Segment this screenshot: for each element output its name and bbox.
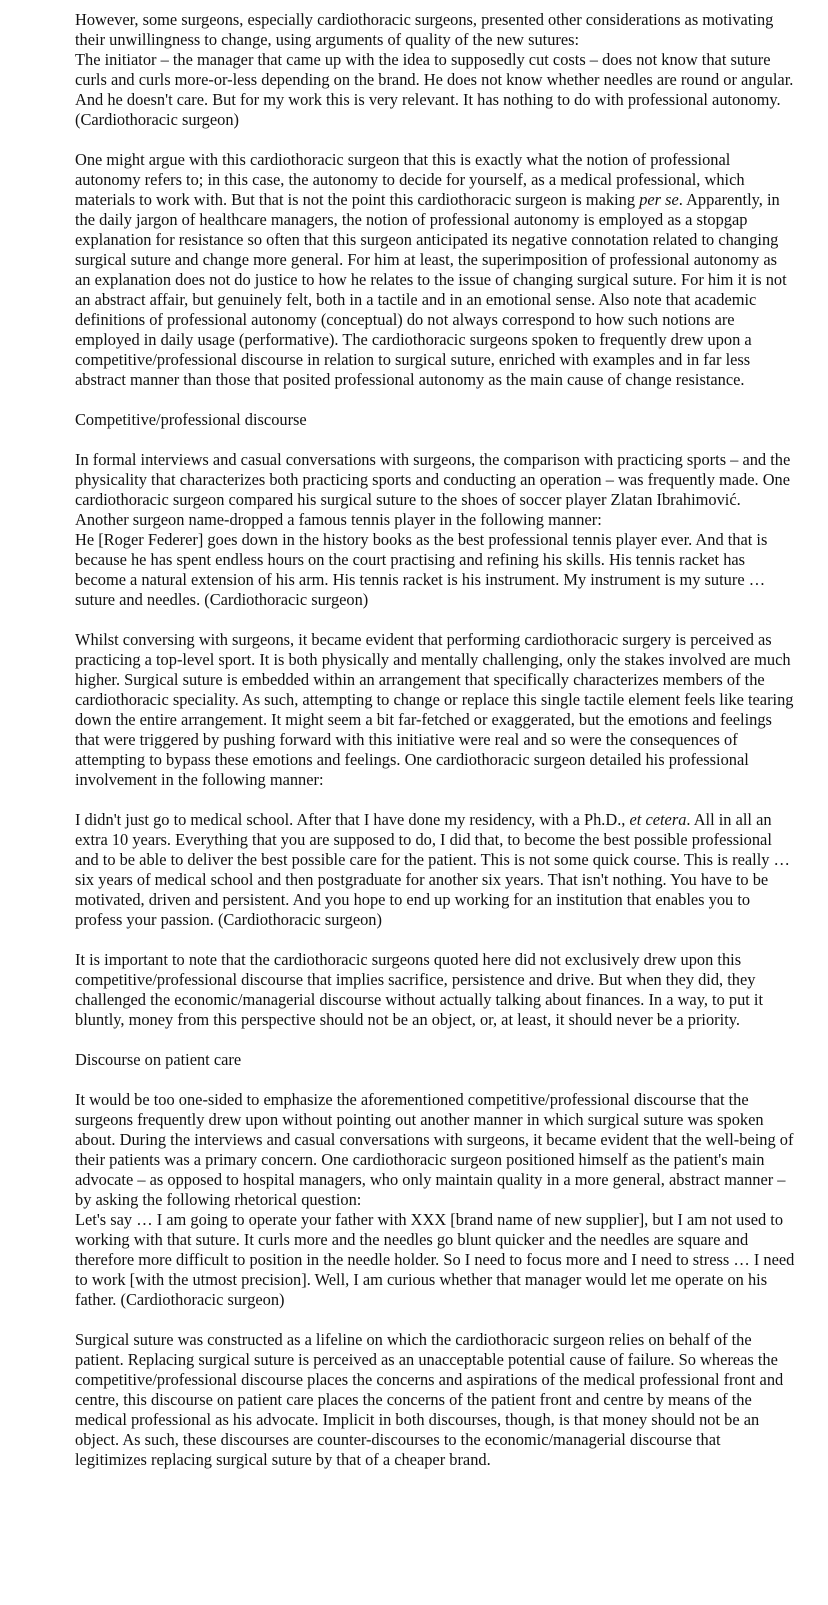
paragraph-top-level-sport: Whilst conversing with surgeons, it became evident that performing cardiothoracic surgery is perceived as practicing a top-level sport. It is both physically and mentally challenging, only the stakes involved are much higher. Surgical suture is embedded within an arrangement that specifically characterizes members of the cardiothoracic speciality. As such, attempting to change or replace this single tactile element feels like tearing down the entire arrangement. It might seem a bit far-fetched or exaggerated, but the emotions and feelings that were triggered by pushing forward with this initiative were real and so were the consequences of attempting to bypass these emotions and feelings. One cardiothoracic surgeon detailed his professional involvement in the following manner:: [75, 630, 794, 789]
paragraph-patient-concern: It would be too one-sided to emphasize the aforementioned competitive/professional discourse that the surgeons frequently drew upon without pointing out another manner in which surgical suture was spoken about. During the interviews and casual conversations with surgeons, it became evident that the well-being of their patients was a primary concern. One cardiothoracic surgeon positioned himself as the patient's main advocate – as opposed to hospital managers, who only maintain quality in a more general, abstract manner – by asking the following rhetorical question:: [75, 1090, 794, 1209]
quote-medical-school: [75, 810, 795, 930]
quote-federer: He [Roger Federer] goes down in the history books as the best professional tennis player ever. And that is because he has spent endless hours on the court practising and refining his skills. His tennis racket has become a natural extension of his arm. His tennis racket is his instrument. My instrument is my suture … suture and needles. (Cardiothoracic surgeon): [75, 530, 768, 609]
emphasis-et-cetera: et cetera: [629, 810, 687, 829]
paragraph-finances: It is important to note that the cardiothoracic surgeons quoted here did not exclusively drew upon this competitive/professional discourse that implies sacrifice, persistence and drive. But when they did, they challenged the economic/managerial discourse without actually talking about finances. In a way, to put it bluntly, money from this perspective should not be an object, or, at least, it should never be a priority.: [75, 950, 764, 1029]
section-heading-patient-care: Discourse on patient care: [75, 1050, 242, 1069]
quote-initiator: The initiator – the manager that came up with the idea to supposedly cut costs – does not know that suture curls and curls more-or-less depending on the brand. He does not know whether needles are round or angular. And he doesn't care. But for my work this is very relevant. It has nothing to do with professional autonomy. (Cardiothoracic surgeon): [75, 50, 794, 129]
quote-father: Let's say … I am going to operate your father with XXX [brand name of new supplier], but I am not used to working with that suture. It curls more and the needles go blunt quicker and the needles are square and therefore more difficult to position in the needle holder. So I need to focus more and I need to stress … I need to work [with the utmost precision]. Well, I am curious whether that manager would let me operate on his father. (Cardiothoracic surgeon): [75, 1210, 795, 1309]
emphasis-per-se: per se: [639, 190, 679, 209]
paragraph-intro: However, some surgeons, especially cardiothoracic surgeons, presented other considerations as motivating their unwillingness to change, using arguments of quality of the new sutures:: [75, 10, 774, 49]
paragraph-lifeline: Surgical suture was constructed as a lifeline on which the cardiothoracic surgeon relies on behalf of the patient. Replacing surgical suture is perceived as an unacceptable potential cause of failure. So whereas the competitive/professional discourse places the concerns and aspirations of the medical professional front and centre, this discourse on patient care places the concerns of the patient front and centre by means of the medical professional as his advocate. Implicit in both discourses, though, is that money should not be an object. As such, these discourses are counter-discourses to the economic/managerial discourse that legitimizes replacing surgical suture by that of a cheaper brand.: [75, 1330, 784, 1469]
paragraph-sports: In formal interviews and casual conversations with surgeons, the comparison with practicing sports – and the physicality that characterizes both practicing sports and conducting an operation – was frequently made. One cardiothoracic surgeon compared his surgical suture to the shoes of soccer player Zlatan Ibrahimović. Another surgeon name-dropped a famous tennis player in the following manner:: [75, 450, 791, 529]
section-heading-competitive: Competitive/professional discourse: [75, 410, 307, 429]
paragraph-autonomy-part2: . Apparently, in the daily jargon of healthcare managers, the notion of professional autonomy is employed as a stopgap explanation for resistance so often that this surgeon anticipated its negative connotation related to changing surgical suture and change more general. For him at least, the superimposition of professional autonomy as an explanation does not do justice to how he relates to the issue of changing surgical suture. For him it is not an abstract affair, but genuinely felt, both in a tactile and in an emotional sense. Also note that academic definitions of professional autonomy (conceptual) do not always correspond to how such notions are employed in daily usage (performative). The cardiothoracic surgeons spoken to frequently drew upon a competitive/professional discourse in relation to surgical suture, enriched with examples and in far less abstract manner than those that posited professional autonomy as the main cause of change resistance.: [75, 190, 787, 389]
quote-medical-school-part2: . All in all an extra 10 years. Everything that you are supposed to do, I did that, to become the best possible professional and to be able to deliver the best possible care for the patient. This is not some quick course. This is really … six years of medical school and then postgraduate for another six years. That isn't nothing. You have to be motivated, driven and persistent. And you hope to end up working for an institution that enables you to profess your passion. (Cardiothoracic surgeon): [75, 810, 790, 929]
quote-medical-school-part1: I didn't just go to medical school. After that I have done my residency, with a Ph.D.,: [75, 810, 630, 829]
article-body: [75, 10, 795, 1470]
paragraph-autonomy: [75, 150, 795, 390]
paragraph-autonomy-part1: One might argue with this cardiothoracic surgeon that this is exactly what the notion of professional autonomy refers to; in this case, the autonomy to decide for yourself, as a medical professional, which materials to work with. But that is not the point this cardiothoracic surgeon is making: [75, 150, 745, 209]
